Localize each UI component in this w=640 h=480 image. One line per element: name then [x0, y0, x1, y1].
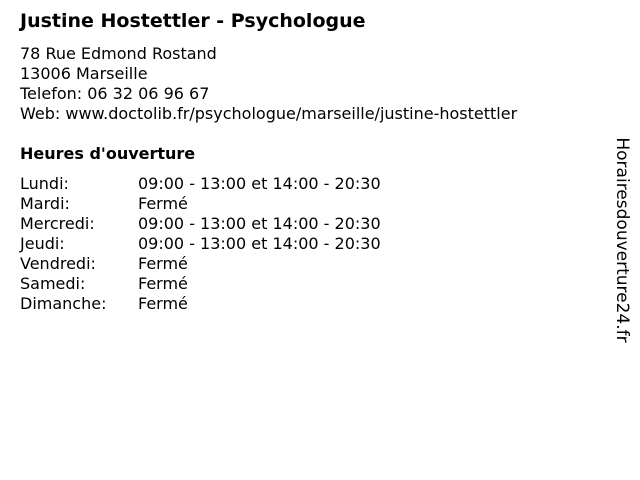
address-city: 13006 Marseille — [20, 64, 148, 83]
site-watermark: Horairesdouverture24.fr — [612, 137, 632, 343]
opening-hours-heading: Heures d'ouverture — [20, 144, 196, 163]
address-street: 78 Rue Edmond Rostand — [20, 44, 217, 63]
day-label: Vendredi: — [20, 254, 96, 273]
business-info — [20, 44, 517, 124]
day-times: 09:00 - 13:00 et 14:00 - 20:30 — [138, 214, 381, 233]
day-label: Lundi: — [20, 174, 69, 193]
day-label: Mardi: — [20, 194, 70, 213]
day-times: Fermé — [138, 294, 188, 313]
day-times: 09:00 - 13:00 et 14:00 - 20:30 — [138, 174, 381, 193]
website: Web: www.doctolib.fr/psychologue/marseille/justine-hostettler — [20, 104, 518, 123]
day-times: 09:00 - 13:00 et 14:00 - 20:30 — [138, 234, 381, 253]
day-label: Dimanche: — [20, 294, 107, 313]
day-times: Fermé — [138, 254, 188, 273]
day-times: Fermé — [138, 194, 188, 213]
business-title: Justine Hostettler - Psychologue — [20, 10, 366, 32]
day-times: Fermé — [138, 274, 188, 293]
day-label: Samedi: — [20, 274, 86, 293]
day-label: Jeudi: — [20, 234, 65, 253]
day-label: Mercredi: — [20, 214, 95, 233]
phone-number: Telefon: 06 32 06 96 67 — [20, 84, 210, 103]
